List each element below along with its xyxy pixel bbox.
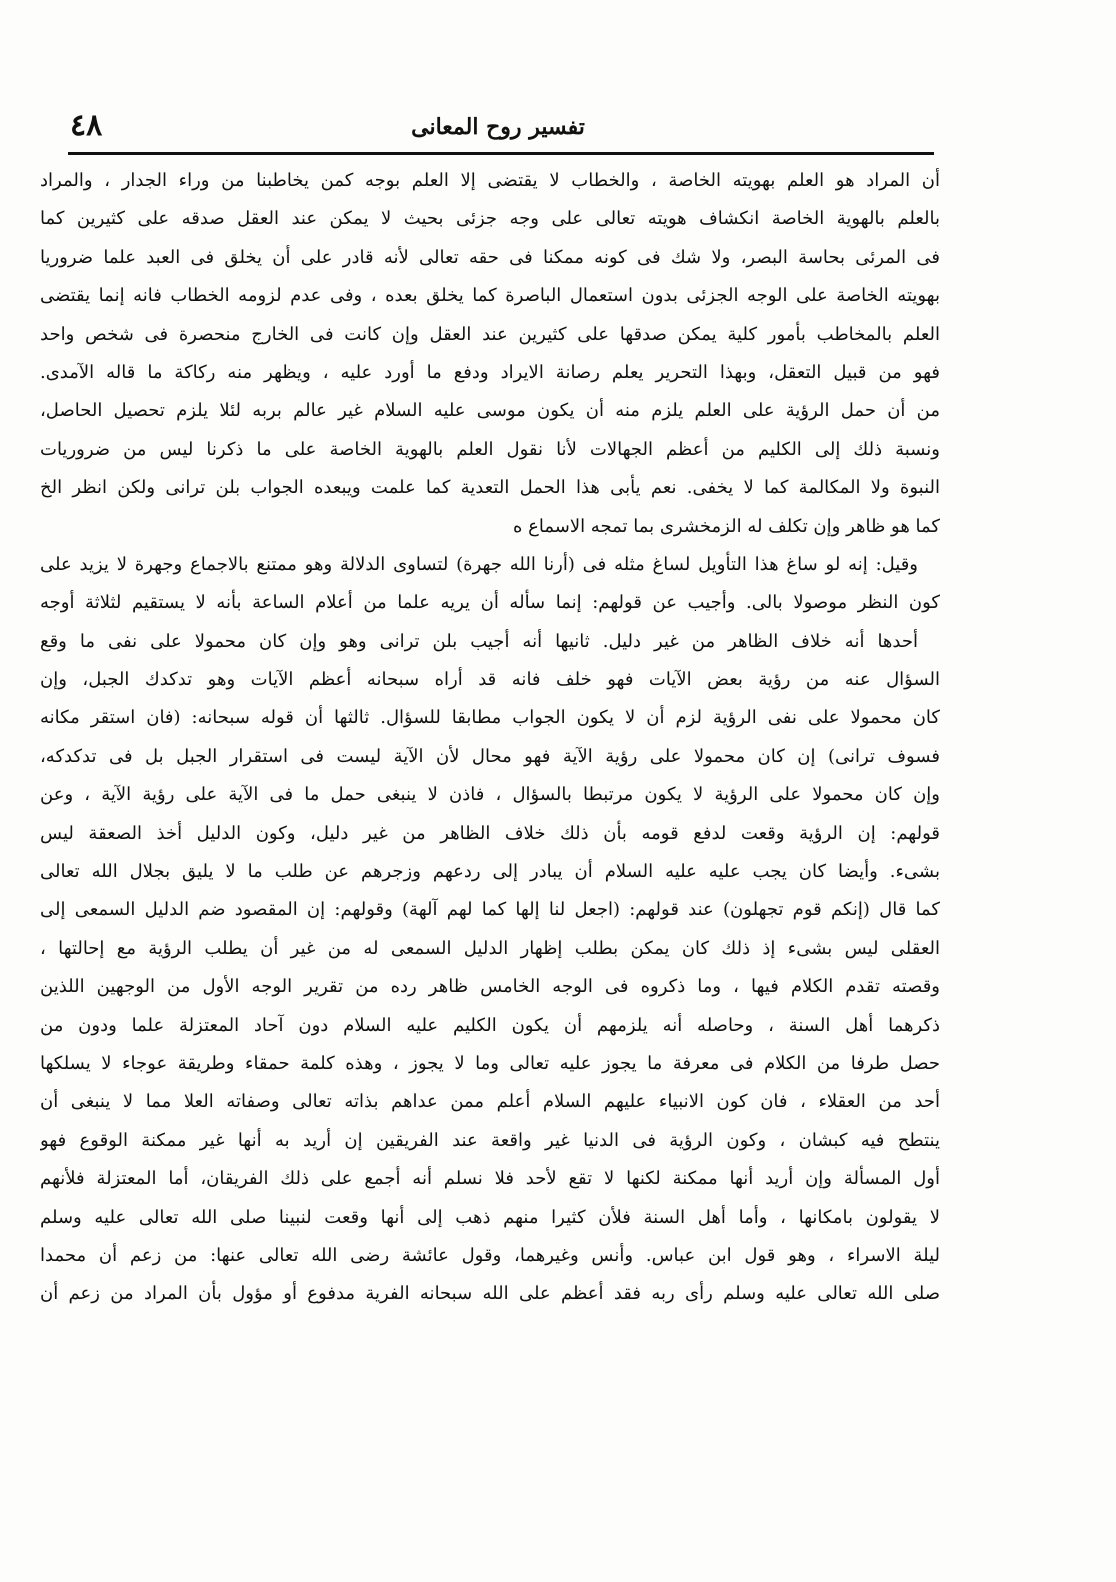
text-line: من أن حمل الرؤية على العلم يلزم منه أن يكون موسى عليه السلام غير عالم بربه لئلا يلزم تحصيل الحاصل، [40, 400, 940, 422]
text-line: وإن كان محمولا على الرؤية لا يكون مرتبطا بالسؤال ، فاذن لا ينبغى حمل ما فى الآية على رؤية الآية ، وعن [40, 784, 940, 806]
text-line: ونسبة ذلك إلى الكليم من أعظم الجهالات لأنا نقول العلم بالهوية الخاصة على ما ذكرنا ليس من ضروريات [40, 438, 940, 460]
text-line: وقيل: إنه لو ساغ هذا التأويل لساغ مثله فى (أرنا الله جهرة) لتساوى الدلالة وهو ممتنع بالاجماع وجهرة لا يزيد على [40, 553, 918, 575]
text-line: ينتطح فيه كبشان ، وكون الرؤية فى الدنيا غير واقعة عند الفريقين إن أريد به أنها غير ممكنة الوقوع فهو [40, 1129, 940, 1151]
text-line: النبوة ولا المكالمة كما لا يخفى. نعم يأبى هذا الحمل التعدية كما علمت ويبعده الجواب بلن ترانى ولكن انظر الخ [40, 477, 940, 499]
text-line: كما هو ظاهر وإن تكلف له الزمخشرى بما تمجه الاسماع ه [512, 515, 940, 537]
page-number: ٤٨ [70, 108, 103, 143]
text-line: كان محمولا على نفى الرؤية لزم أن لا يكون الجواب مطابقا للسؤال. ثالثها أن قوله سبحانه: (فان استقر مكانه [40, 707, 940, 729]
text-line: كما قال (إنكم قوم تجهلون) عند قولهم: (اجعل لنا إلها كما لهم آلهة) وقولهم: إن المقصود ضم الدليل السمعى إلى [40, 899, 940, 921]
header-rule [68, 152, 934, 155]
text-line: أول المسألة وإن أريد أنها ممكنة لكنها لا تقع لأحد فلا نسلم أنه أجمع على ذلك الفريقان، أما المعتزلة فلأنهم [40, 1168, 940, 1190]
text-line: أحد من العقلاء ، فان كون الانبياء عليهم السلام أعلم ممن عداهم بذاته تعالى وصفاته العلا مما لا ينبغى أن [40, 1091, 940, 1113]
text-line: بهويته الخاصة على الوجه الجزئى بدون استعمال الباصرة كما يخلق بعده ، وفى عدم لزومه الخطاب فانه إنما يقتضى [40, 285, 940, 307]
running-title: تفسير روح المعانى [411, 114, 585, 140]
text-line: صلى الله تعالى عليه وسلم رأى ربه فقد أعظم على الله سبحانه الفرية مدفوع أو مؤول بأن المراد من زعم أن [40, 1283, 940, 1305]
text-line: حصل طرفا من الكلام فى معرفة ما يجوز عليه تعالى وما لا يجوز ، وهذه كلمة حمقاء وطريقة عوجاء لا يسلكها [40, 1052, 940, 1074]
text-line: قولهم: إن الرؤية وقعت لدفع قومه بأن ذلك خلاف الظاهر من غير دليل، وكون الدليل أخذ الصعقة ليس [40, 822, 940, 844]
running-head [60, 108, 936, 152]
text-line: أحدها أنه خلاف الظاهر من غير دليل. ثانيها أنه أجيب بلن ترانى وهو وإن كان محمولا على نفى ما وقع [40, 630, 918, 652]
text-line: ليلة الاسراء ، وهو قول ابن عباس. وأنس وغيرهما، وقول عائشة رضى الله تعالى عنها: من زعم أن محمدا [40, 1244, 940, 1266]
text-line: فهو من قبيل التعقل، وبهذا التحرير يعلم رصانة الايراد ودفع ما أورد عليه ، ويظهر منه ركاكة ما قاله الآمدى. [40, 361, 940, 383]
text-line: فى المرئى بحاسة البصر، ولا شك فى كونه ممكنا فى حقه تعالى لأنه قادر على أن يخلق فى العبد علما ضروريا [40, 246, 940, 268]
text-line: العقلى ليس بشىء إذ ذلك كان يمكن بطلب إظهار الدليل السمعى له من غير أن يطلب الرؤية مع إحالتها ، [40, 937, 940, 959]
text-line: ذكرهما أهل السنة ، وحاصله أنه يلزمهم أن يكون الكليم عليه السلام دون آحاد المعتزلة علما ودون من [40, 1014, 940, 1036]
text-line: بشىء. وأيضا كان يجب عليه عليه السلام أن يبادر إلى ردعهم وزجرهم عن طلب ما لا يليق بجلال الله تعالى [40, 861, 940, 883]
text-line: وقصته تقدم الكلام فيها ، وما ذكروه فى الوجه الخامس ظاهر رده من تقرير الوجه الأول من الوجهين اللذين [40, 976, 940, 998]
text-line: أن المراد هو العلم بهويته الخاصة ، والخطاب لا يقتضى إلا العلم بوجه كمن يخاطبنا من وراء الجدار ، والمراد [40, 170, 940, 191]
text-line: بالعلم بالهوية الخاصة انكشاف هويته تعالى على وجه جزئى بحيث لا يمكن عند العقل صدقه على كثيرين كما [40, 208, 940, 230]
text-line: فسوف ترانى) إن كان محمولا على رؤية الآية فهو محال لأن الآية ليست فى استقرار الجبل بل فى تدكدكه، [40, 745, 940, 767]
text-line: كون النظر موصولا بالى. وأجيب عن قولهم: إنما سأله أن يريه علما من أعلام الساعة بأنه لا يستقيم لثلاثة أوجه [40, 592, 940, 614]
body-text [40, 162, 940, 1314]
text-line: السؤال عنه من رؤية بعض الآيات فهو خلف فانه قد أراه سبحانه أعظم الآيات وهو تدكدك الجبل، وإن [40, 669, 940, 691]
text-line: العلم بالمخاطب بأمور كلية يمكن صدقها على كثيرين عند العقل وإن كانت فى الخارج منحصرة فى شخص واحد [40, 323, 940, 345]
text-line: لا يقولون بامكانها ، وأما أهل السنة فلأن كثيرا منهم ذهب إلى أنها وقعت لنبينا صلى الله تعالى عليه وسلم [40, 1206, 940, 1228]
